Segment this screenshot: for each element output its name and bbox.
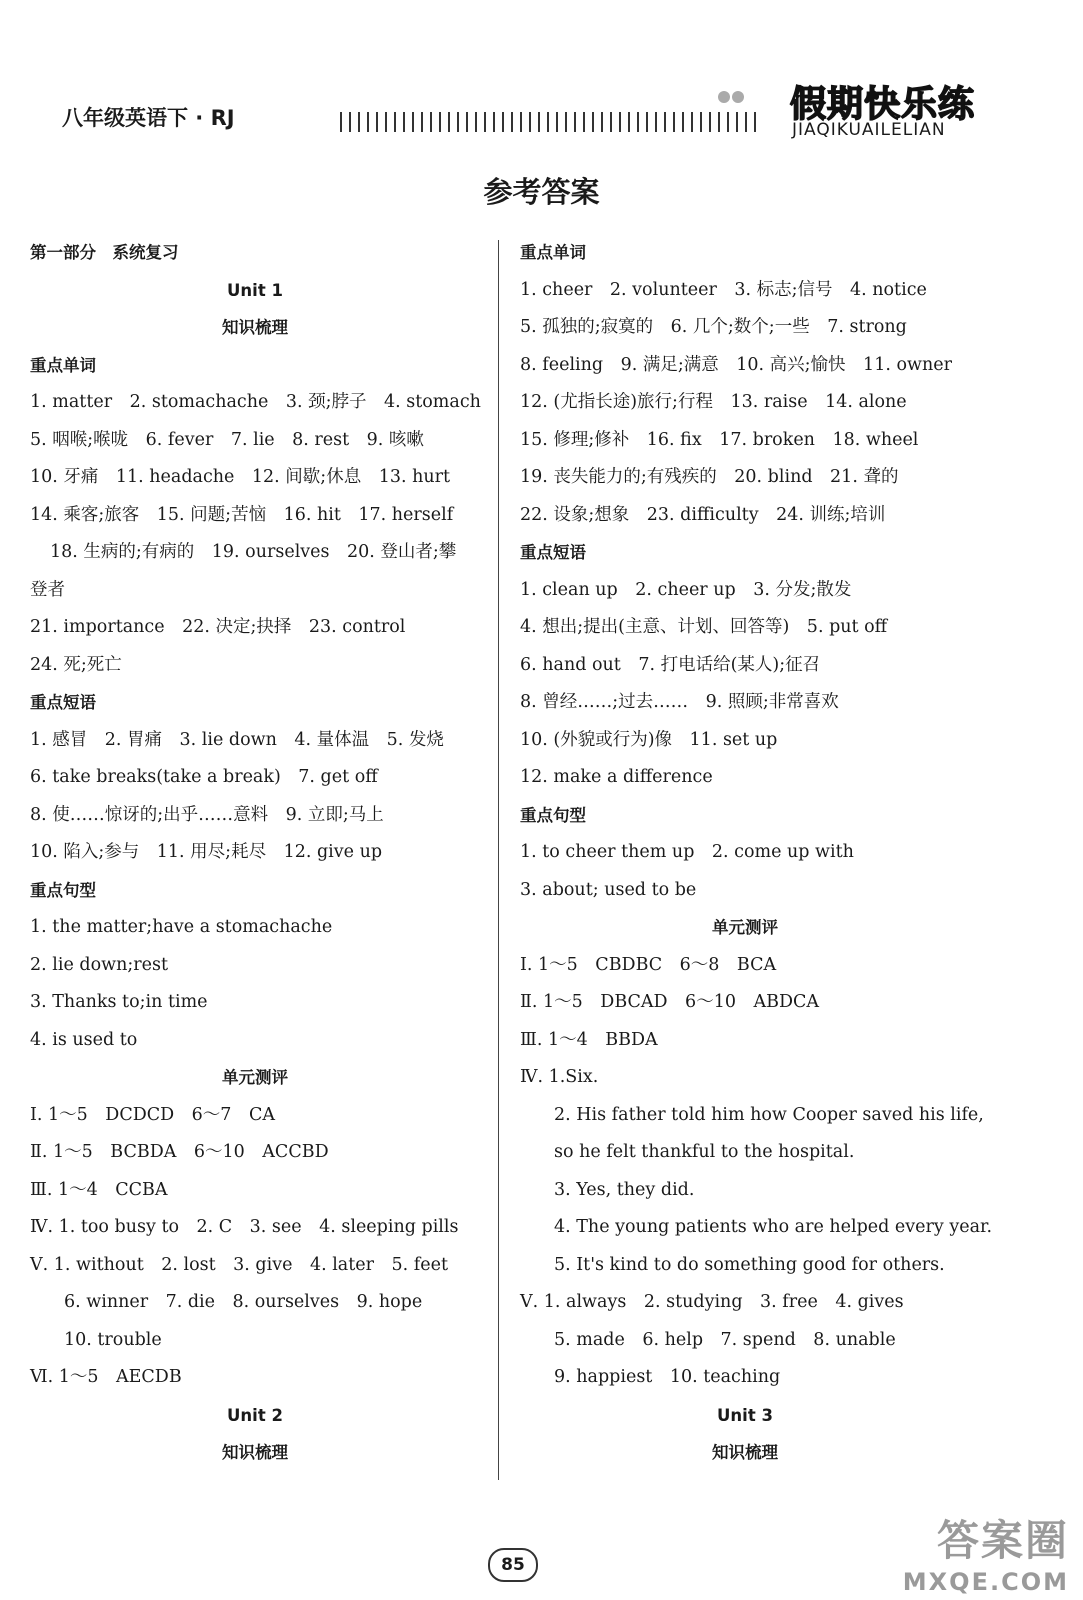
answer-line: Ⅰ. 1～5 CBDBC 6～8 BCA (520, 954, 777, 975)
answer-line: 10. (外貌或行为)像 11. set up (520, 729, 778, 750)
section-heading: 知识梳理 (222, 1443, 288, 1462)
answer-line: 10. 陷入;参与 11. 用尽;耗尽 12. give up (30, 842, 383, 862)
page-title: 参考答案 (483, 175, 600, 209)
answer-line: 1. clean up 2. cheer up 3. 分发;散发 (520, 579, 852, 600)
answer-line: 3. Yes, they did. (554, 1179, 695, 1200)
answer-line: 4. 想出;提出(主意、计划、回答等) 5. put off (520, 617, 888, 637)
section-heading: 单元测评 (222, 1068, 288, 1087)
answer-line: 15. 修理;修补 16. fix 17. broken 18. wheel (520, 429, 919, 450)
answer-line: 5. It's kind to do something good for others. (554, 1254, 945, 1275)
answer-line: 3. about; used to be (520, 879, 697, 900)
answer-line: 21. importance 22. 决定;抉择 23. control (30, 617, 406, 637)
answer-line: Ⅳ. 1. too busy to 2. C 3. see 4. sleeping pills (30, 1217, 459, 1237)
answer-line: 5. 孤独的;寂寞的 6. 几个;数个;一些 7. strong (520, 317, 907, 337)
answer-line: Ⅲ. 1～4 CCBA (30, 1179, 168, 1200)
section-heading: 单元测评 (712, 918, 778, 937)
section-heading: 第一部分 系统复习 (30, 243, 179, 262)
answer-line: Ⅴ. 1. always 2. studying 3. free 4. gives (520, 1292, 904, 1312)
answer-line: 2. His father told him how Cooper saved his life, (554, 1104, 984, 1125)
watermark-line2: MXQE.COM (902, 1568, 1069, 1596)
answer-line: 22. 设象;想象 23. difficulty 24. 训练;培训 (520, 504, 886, 525)
answer-line: Ⅲ. 1～4 BBDA (520, 1029, 658, 1050)
brand-dots-decoration (718, 88, 746, 107)
answer-line: 6. winner 7. die 8. ourselves 9. hope (64, 1292, 423, 1312)
header-barcode-decoration (340, 112, 760, 132)
answer-line: 5. 咽喉;喉咙 6. fever 7. lie 8. rest 9. 咳嗽 (30, 429, 424, 450)
answer-line: 8. feeling 9. 满足;满意 10. 高兴;愉快 11. owner (520, 354, 952, 375)
section-heading: 重点单词 (520, 243, 586, 262)
book-subject: 八年级英语下 · RJ (62, 106, 235, 130)
answer-line: 5. made 6. help 7. spend 8. unable (554, 1329, 896, 1350)
page-number: 85 (488, 1548, 538, 1582)
answer-line: 19. 丧失能力的;有残疾的 20. blind 21. 聋的 (520, 467, 899, 487)
answer-line: 2. lie down;rest (30, 954, 168, 975)
answer-line: 24. 死;死亡 (30, 654, 122, 675)
section-heading: 重点短语 (30, 693, 96, 712)
answer-line: 14. 乘客;旅客 15. 问题;苦恼 16. hit 17. herself (30, 504, 454, 525)
section-heading: 重点句型 (30, 880, 96, 900)
section-heading: Unit 1 (227, 280, 283, 300)
answer-line: 12. (尤指长途)旅行;行程 13. raise 14. alone (520, 392, 907, 412)
answer-line: 6. take breaks(take a break) 7. get off (30, 767, 378, 787)
section-heading: 重点短语 (520, 543, 586, 562)
answer-line: 4. The young patients who are helped every year. (554, 1217, 993, 1237)
answer-line: 9. happiest 10. teaching (554, 1367, 781, 1387)
answer-line: Ⅵ. 1～5 AECDB (30, 1367, 182, 1387)
answer-line: 1. the matter;have a stomachache (30, 917, 333, 937)
brand-pinyin: JIAQIKUAILELIAN (792, 120, 946, 140)
left-column (30, 234, 480, 1472)
section-heading: Unit 2 (227, 1405, 283, 1425)
section-heading: 知识梳理 (222, 318, 288, 337)
answer-line: so he felt thankful to the hospital. (554, 1142, 855, 1162)
answer-line: Ⅱ. 1～5 BCBDA 6～10 ACCBD (30, 1142, 329, 1162)
answer-line: 10. trouble (64, 1329, 162, 1350)
answer-line: 1. cheer 2. volunteer 3. 标志;信号 4. notice (520, 279, 927, 300)
answer-line: 3. Thanks to;in time (30, 992, 208, 1012)
answer-line: 1. to cheer them up 2. come up with (520, 842, 854, 862)
answer-line: 18. 生病的;有病的 19. ourselves 20. 登山者;攀 (50, 542, 457, 562)
right-column (520, 234, 993, 1472)
answer-line: 登者 (30, 579, 65, 600)
answer-line: 8. 曾经……;过去…… 9. 照顾;非常喜欢 (520, 692, 839, 712)
answer-line: 10. 牙痛 11. headache 12. 间歇;休息 13. hurt (30, 467, 451, 487)
section-heading: Unit 3 (717, 1405, 773, 1425)
brand-title: 假期快乐练 (790, 84, 976, 125)
answer-line: Ⅳ. 1.Six. (520, 1067, 599, 1087)
answer-line: 1. 感冒 2. 胃痛 3. lie down 4. 量体温 5. 发烧 (30, 729, 444, 750)
section-heading: 知识梳理 (712, 1443, 778, 1462)
watermark (903, 1508, 1069, 1596)
answer-line: 8. 使……惊讶的;出乎……意料 9. 立即;马上 (30, 804, 384, 825)
answer-line: 1. matter 2. stomachache 3. 颈;脖子 4. stomach (30, 392, 481, 412)
answer-line: 6. hand out 7. 打电话给(某人);征召 (520, 654, 821, 675)
answer-line: Ⅴ. 1. without 2. lost 3. give 4. later 5. feet (30, 1254, 448, 1275)
section-heading: 重点句型 (520, 805, 586, 825)
answer-line: Ⅰ. 1～5 DCDCD 6～7 CA (30, 1104, 275, 1125)
answer-line: 12. make a difference (520, 767, 713, 787)
column-divider (498, 240, 499, 1480)
section-heading: 重点单词 (30, 355, 96, 375)
watermark-line1: 答案圈 (936, 1516, 1069, 1565)
answer-line: 4. is used to (30, 1029, 138, 1050)
answer-line: Ⅱ. 1～5 DBCAD 6～10 ABDCA (520, 992, 820, 1012)
